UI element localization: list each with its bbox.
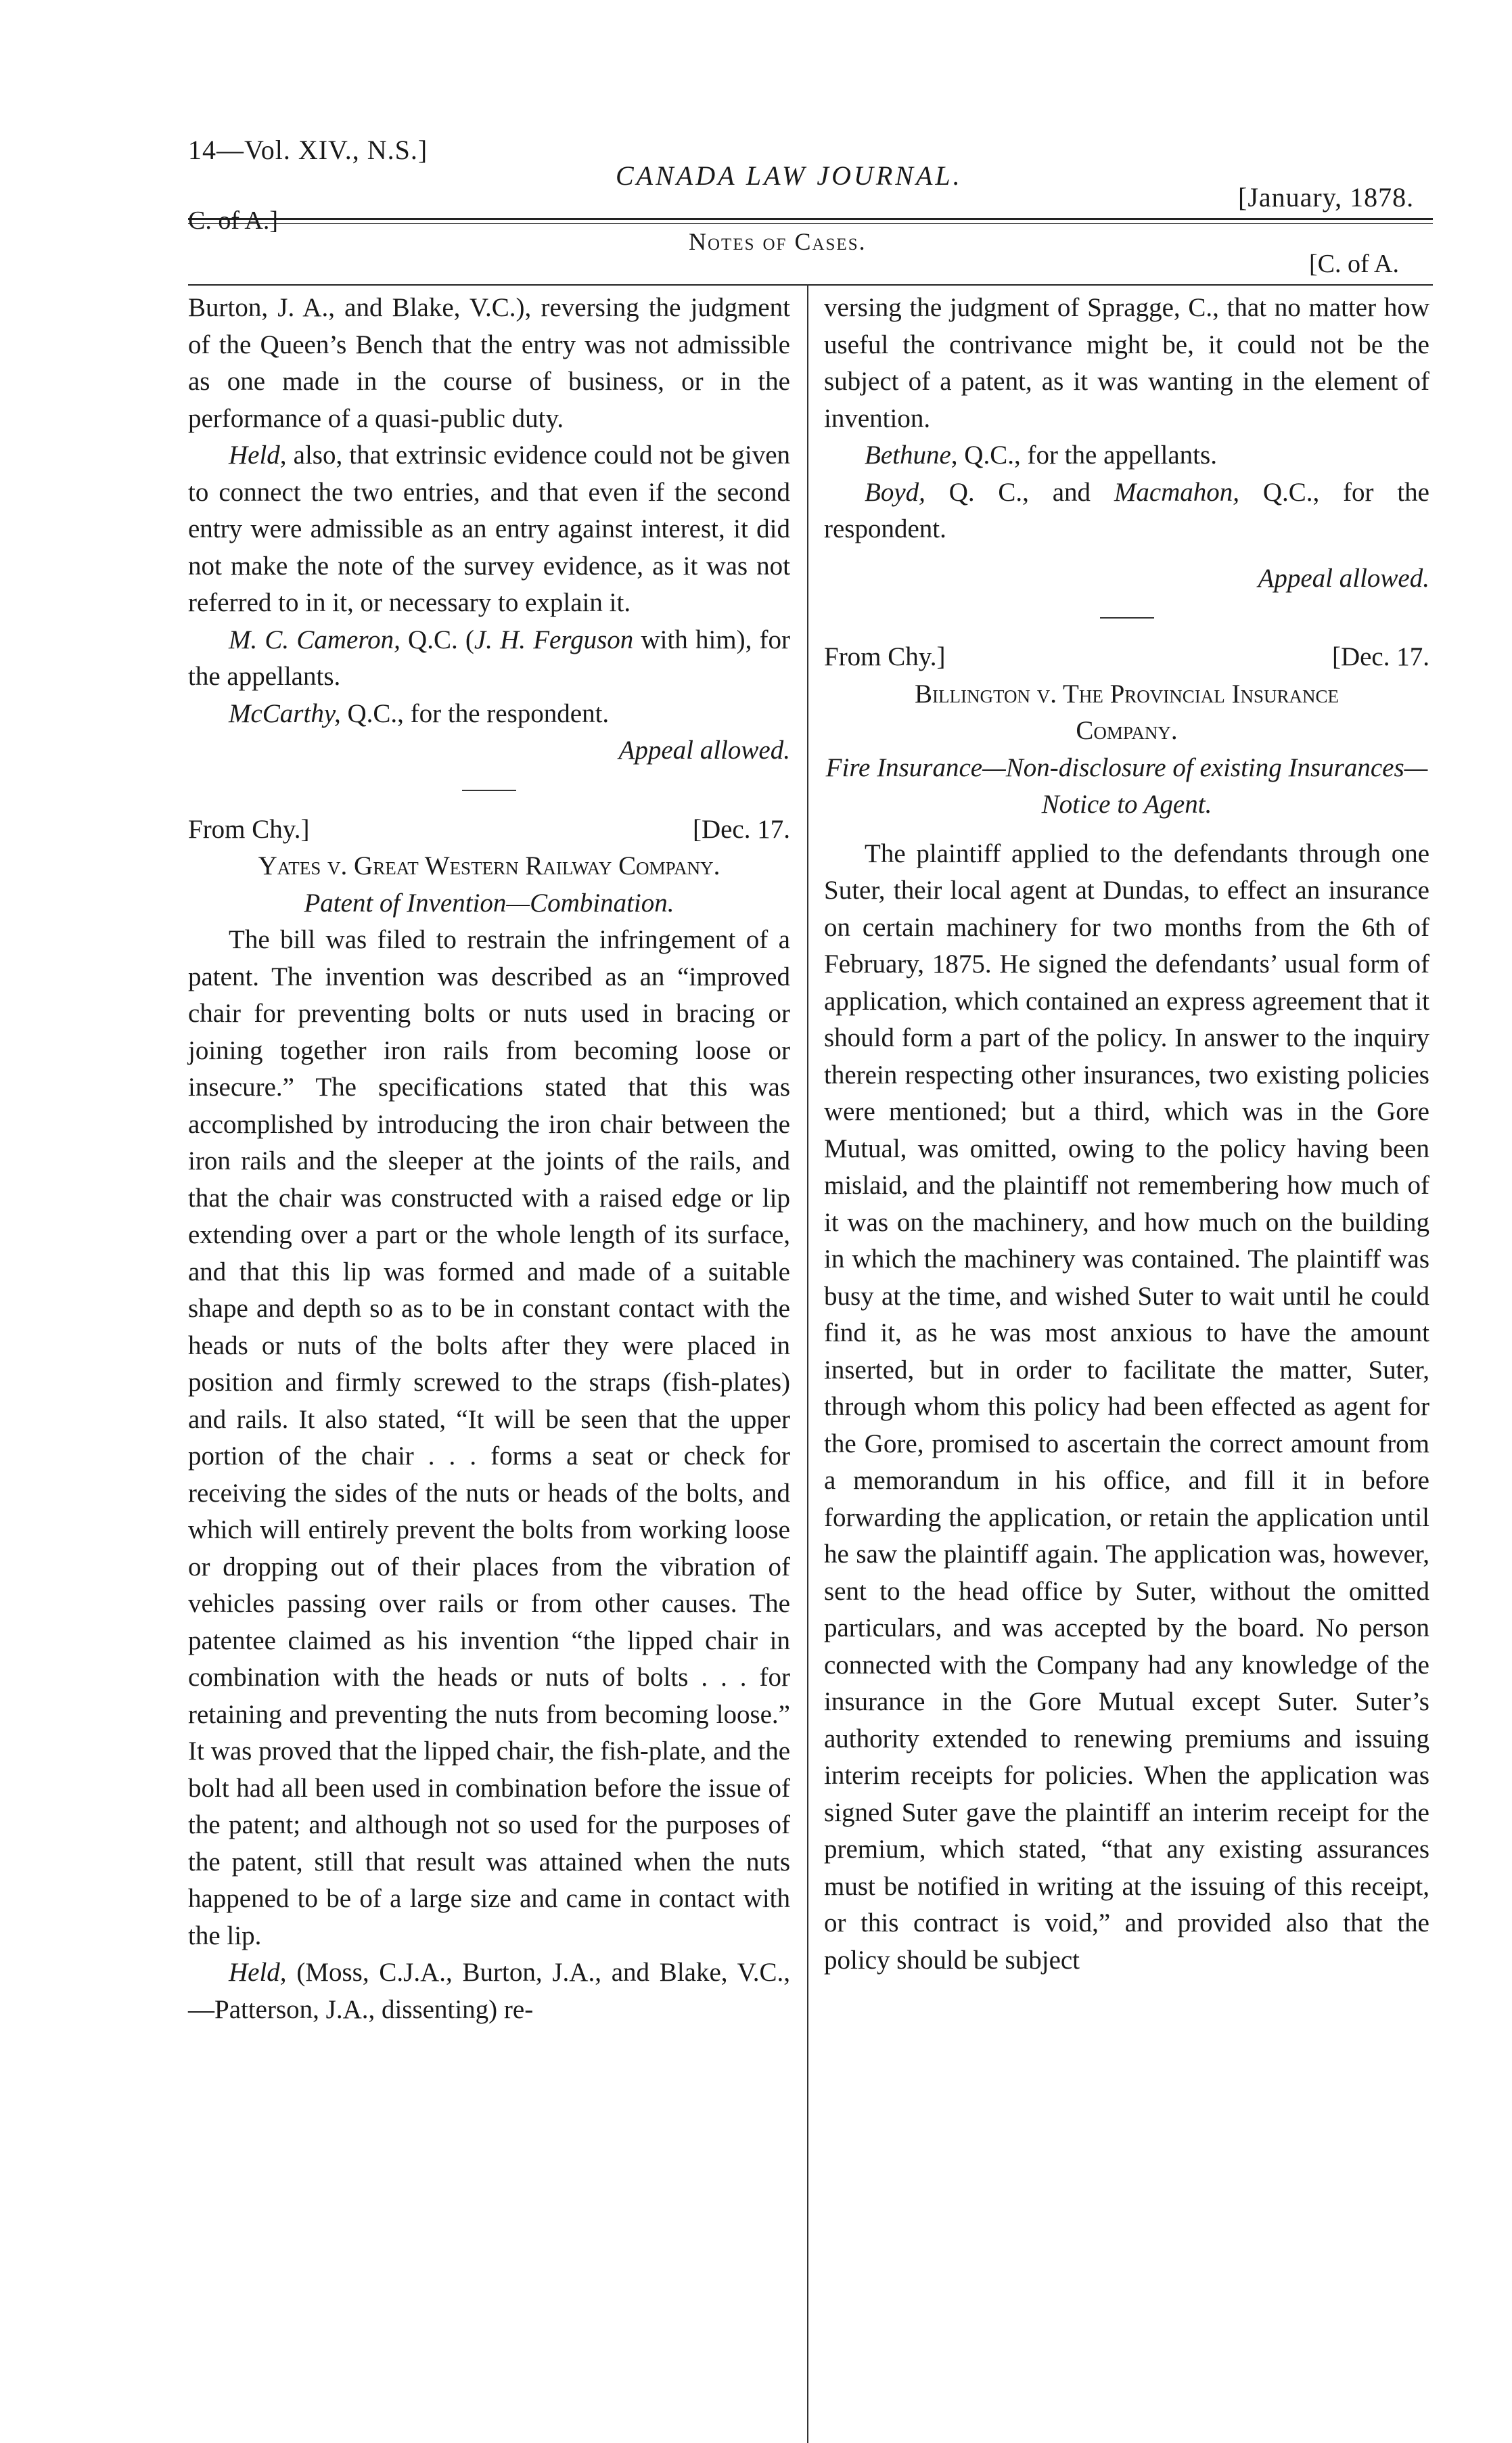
journal-title: CANADA LAW JOURNAL.	[616, 160, 963, 191]
right-column	[824, 290, 1429, 1979]
counsel-appellants: M. C. Cameron, Q.C. (J. H. Ferguson with him), for the appellants.	[188, 625, 791, 691]
case-body: The bill was filed to restrain the infringement of a patent. The invention was described as an “improved chair for preventing bolts or nuts used in bracing or joining together iron rails from becoming loose or insecure.” The specifications stated that this was accomplished by introducing the iron chair between the iron rails and the sleeper at the joints of the rails, and that the chair was constructed with a raised edge or lip extending over a part or the whole length of its surface, and that this lip was formed and made of a suitable shape and depth so as to be in constant contact with the heads or nuts of the bolts after they were placed in position and firmly screwed to the straps (fish-plates) and rails. It also stated, “It will be seen that the upper portion of the chair . . . forms a seat or check for receiving the sides of the nuts or heads of the bolts, and which will entirely prevent the bolts from working loose or dropping out of their places from the vibration of vehicles passing over rails or from other causes. The patentee claimed as his invention “the lipped chair in combination with the heads or nuts of bolts . . . for retaining and preventing the nuts from becoming loose.” It was proved that the lipped chair, the fish-plate, and the bolt had all been used in combination before the issue of the patent; and although not so used for the purposes of the patent, still that result was attained when the nuts happened to be of a large size and came in contact with the lip.	[188, 925, 790, 1950]
paragraph: versing the judgment of Spragge, C., that no matter how useful the contrivance might be, it could not be the subject of a patent, as it was wanting in the element of invention.	[824, 293, 1429, 433]
case-date: [Dec. 17.	[1331, 642, 1429, 671]
subheader-rule	[188, 284, 1433, 286]
held-paragraph: Held, (Moss, C.J.A., Burton, J.A., and Blake, V.C.,—Patterson, J.A., dissenting) re-	[188, 1958, 790, 2024]
case-court-line	[824, 639, 1429, 676]
header-rule-thin	[188, 223, 1433, 224]
case-title: Billington v. The Provincial Insurance	[914, 679, 1339, 709]
paragraph: Burton, J. A., and Blake, V.C.), reversing the judgment of the Queen’s Bench that the entry was not admissible as one made in the course of business, or in the performance of a quasi-public duty.	[188, 293, 790, 433]
court-right: [C. of A.	[1309, 250, 1399, 278]
counsel-appellants: Bethune, Q.C., for the appellants.	[865, 441, 1217, 470]
header-rule	[188, 218, 1433, 220]
case-divider	[462, 790, 516, 791]
column-divider	[807, 284, 808, 2443]
counsel-respondent: McCarthy, Q.C., for the respondent.	[229, 698, 610, 728]
case-divider	[1100, 617, 1154, 619]
case-body: The plaintiff applied to the defendants through one Suter, their local agent at Dundas, to effect an insurance on certain machinery for two months from the 6th of February, 1875. He signed the defendants’ usual form of application, which contained an express agreement that it should form a part of the policy. In answer to the inquiry therein respecting other insurances, two existing policies were mentioned; but a third, which was in the Gore Mutual, was omitted, owing to the policy having been mislaid, and the plaintiff not remembering how much of it was on the machinery, and how much on the building in which the machinery was contained. The plaintiff was busy at the time, and wished Suter to wait until he could find it, as he was most anxious to have the amount inserted, but in order to facilitate the matter, Suter, through whom this policy had been effected as agent for the Gore, promised to ascertain the correct amount from a memorandum in his office, and fill it in before forwarding the application, or retain the application until he saw the plaintiff again. The application was, however, sent to the head office by Suter, without the omitted particulars, and was accepted by the board. No person connected with the Company had any knowledge of the insurance in the Gore Mutual except Suter. Suter’s authority extended to renewing premiums and issuing interim receipts for policies. When the application was signed Suter gave the plaintiff an interim receipt for the premium, which stated, “that any existing assurances must be notified in writing at the issuing of this receipt, or this contract is void,” and provided also that the policy should be subject	[824, 838, 1429, 1975]
court-from: From Chy.]	[824, 642, 946, 671]
left-column	[188, 290, 790, 2028]
issue-date: [January, 1878.	[1238, 182, 1415, 212]
case-subject: Fire Insurance—Non-disclosure of existing Insurances—Notice to Agent.	[825, 753, 1428, 819]
court-from: From Chy.]	[188, 814, 310, 844]
section-title: Notes of Cases.	[689, 228, 867, 255]
case-date: [Dec. 17.	[692, 814, 790, 844]
case-title-cont: Company.	[1076, 716, 1178, 745]
case-result: Appeal allowed.	[1258, 563, 1429, 593]
held-paragraph: Held, also, that extrinsic evidence could not be given to connect the two entries, and that even if the second entry were admissible as an entry against interest, it did not make the note of the survey evidence, as it was not referred to in it, or necessary to explain it.	[188, 441, 790, 617]
case-subject: Patent of Invention—Combination.	[304, 888, 674, 918]
case-result: Appeal allowed.	[618, 736, 790, 765]
case-court-line	[188, 811, 790, 849]
page-number-volume: 14—Vol. XIV., N.S.]	[188, 135, 428, 165]
counsel-respondent: Boyd, Q. C., and Macmahon, Q.C., for the respondent.	[824, 477, 1429, 543]
case-title: Yates v. Great Western Railway Company.	[258, 851, 720, 880]
court-left: C. of A.]	[188, 206, 278, 235]
